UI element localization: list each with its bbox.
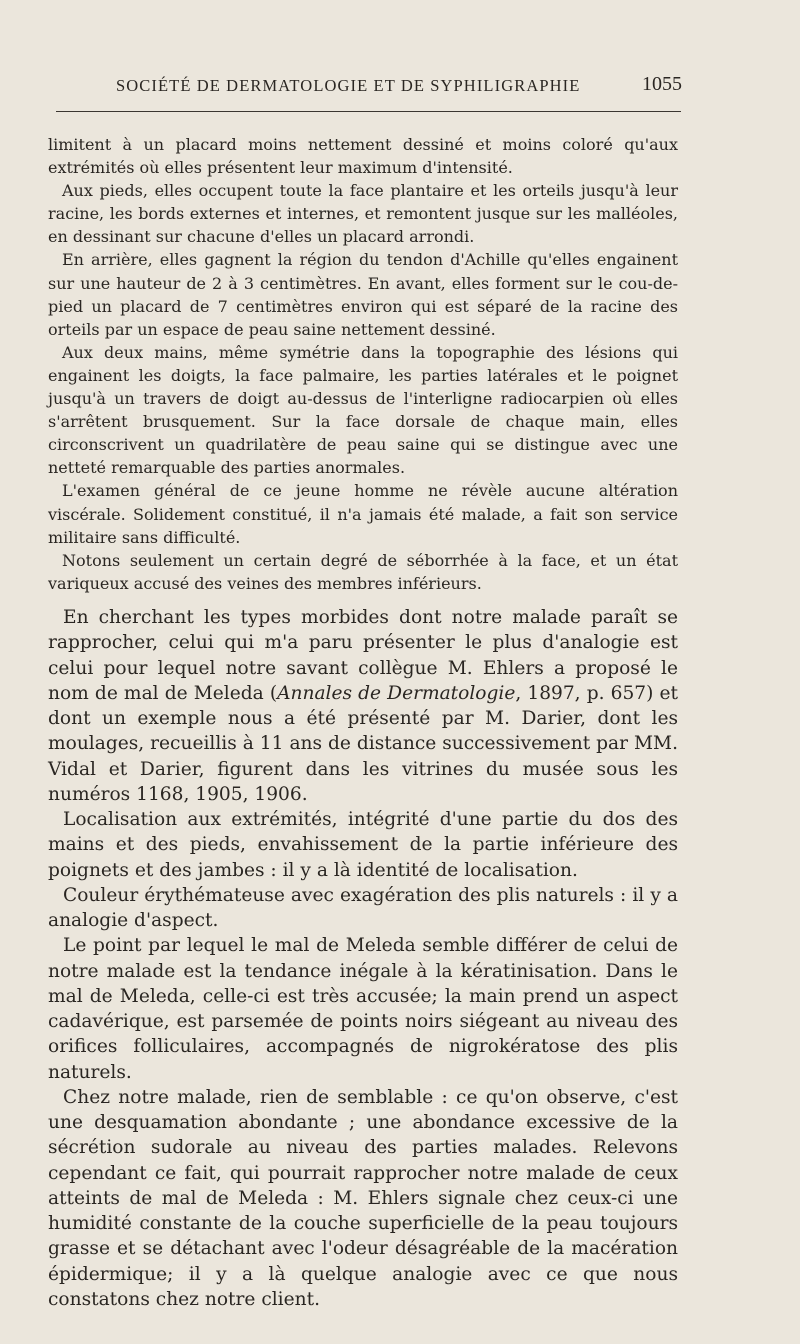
discussion-paragraph: Couleur érythémateuse avec exagération des plis naturels : il y a analogie d'aspect. <box>48 884 678 931</box>
small-paragraph: Aux deux mains, même symétrie dans la topographie des lésions qui engainent les doigts, la face palmaire, les parties latérales et le poignet jusqu'à un travers de doigt au-dessus de l'interligne radiocarpien où elles s'arrêtent brusquement. Sur la face dorsale de chaque main, elles circonscrivent un quadrilatère de peau saine qui se distingue avec une netteté remarquable des parties anormales. <box>48 342 678 478</box>
small-paragraph: Notons seulement un certain degré de séborrhée à la face, et un état variqueux accusé des veines des membres inférieurs. <box>48 550 678 593</box>
p1-text-before: En cherchant les types morbides dont notre malade paraît se rapprocher, celui qui m'a paru présenter le plus d'analogie est celui pour lequel notre savant collègue M. Ehlers a proposé le nom de mal de Meleda ( <box>48 607 678 704</box>
header-rule <box>56 111 681 112</box>
small-paragraph: L'examen général de ce jeune homme ne révèle aucune altération viscérale. Solidement constitué, il n'a jamais été malade, a fait son service militaire sans difficulté. <box>48 481 678 547</box>
small-paragraph: En arrière, elles gagnent la région du tendon d'Achille qu'elles engainent sur une hauteur de 2 à 3 centimètres. En avant, elles forment sur le cou-de-pied un placard de 7 centimètres environ qui est séparé de la racine des orteils par un espace de peau saine nettement dessiné. <box>48 250 678 339</box>
running-title: SOCIÉTÉ DE DERMATOLOGIE ET DE SYPHILIGRAPHIE <box>116 76 581 95</box>
discussion-section <box>48 605 678 1312</box>
page-number: 1055 <box>642 73 682 95</box>
discussion-paragraph: Le point par lequel le mal de Meleda semble différer de celui de notre malade est la tendance inégale à la kératinisation. Dans le mal de Meleda, celle-ci est très accusée; la main prend un aspect cadavérique, est parsemée de points noirs siégeant au niveau des orifices folliculaires, accompagnés de nigrokératose des plis naturels. <box>48 935 678 1083</box>
p1-text-after: , 1897, p. 657) et dont un exemple nous a été présenté par M. Darier, dont les moulages, recueillis à 11 ans de distance successivement par MM. Vidal et Darier, figurent dans les vitrines du musée sous les numéros 1168, 1905, 1906. <box>48 682 678 805</box>
discussion-paragraph: Chez notre malade, rien de semblable : ce qu'on observe, c'est une desquamation abondante ; une abondance excessive de la sécrétion sudorale au niveau des parties malades. Relevons cependant ce fait, qui pourrait rapprocher notre malade de ceux atteints de mal de Meleda : M. Ehlers signale chez ceux-ci une humidité constante de la couche superficielle de la peau toujours grasse et se détachant avec l'odeur désagréable de la macération épidermique; il y a là quelque analogie avec ce que nous constatons chez notre client. <box>48 1086 678 1310</box>
discussion-paragraph: Localisation aux extrémités, intégrité d'une partie du dos des mains et des pieds, envahissement de la partie inférieure des poignets et des jambes : il y a là identité de localisation. <box>48 809 678 881</box>
small-paragraph: Aux pieds, elles occupent toute la face plantaire et les orteils jusqu'à leur racine, les bords externes et internes, et remontent jusque sur les malléoles, en dessinant sur chacune d'elles un placard arrondi. <box>48 181 678 247</box>
discussion-paragraph <box>48 605 678 807</box>
journal-title: Annales de Dermatologie <box>277 682 516 704</box>
case-description-section <box>48 133 678 595</box>
small-paragraph: limitent à un placard moins nettement dessiné et moins coloré qu'aux extrémités où elles présentent leur maximum d'intensité. <box>48 135 678 178</box>
